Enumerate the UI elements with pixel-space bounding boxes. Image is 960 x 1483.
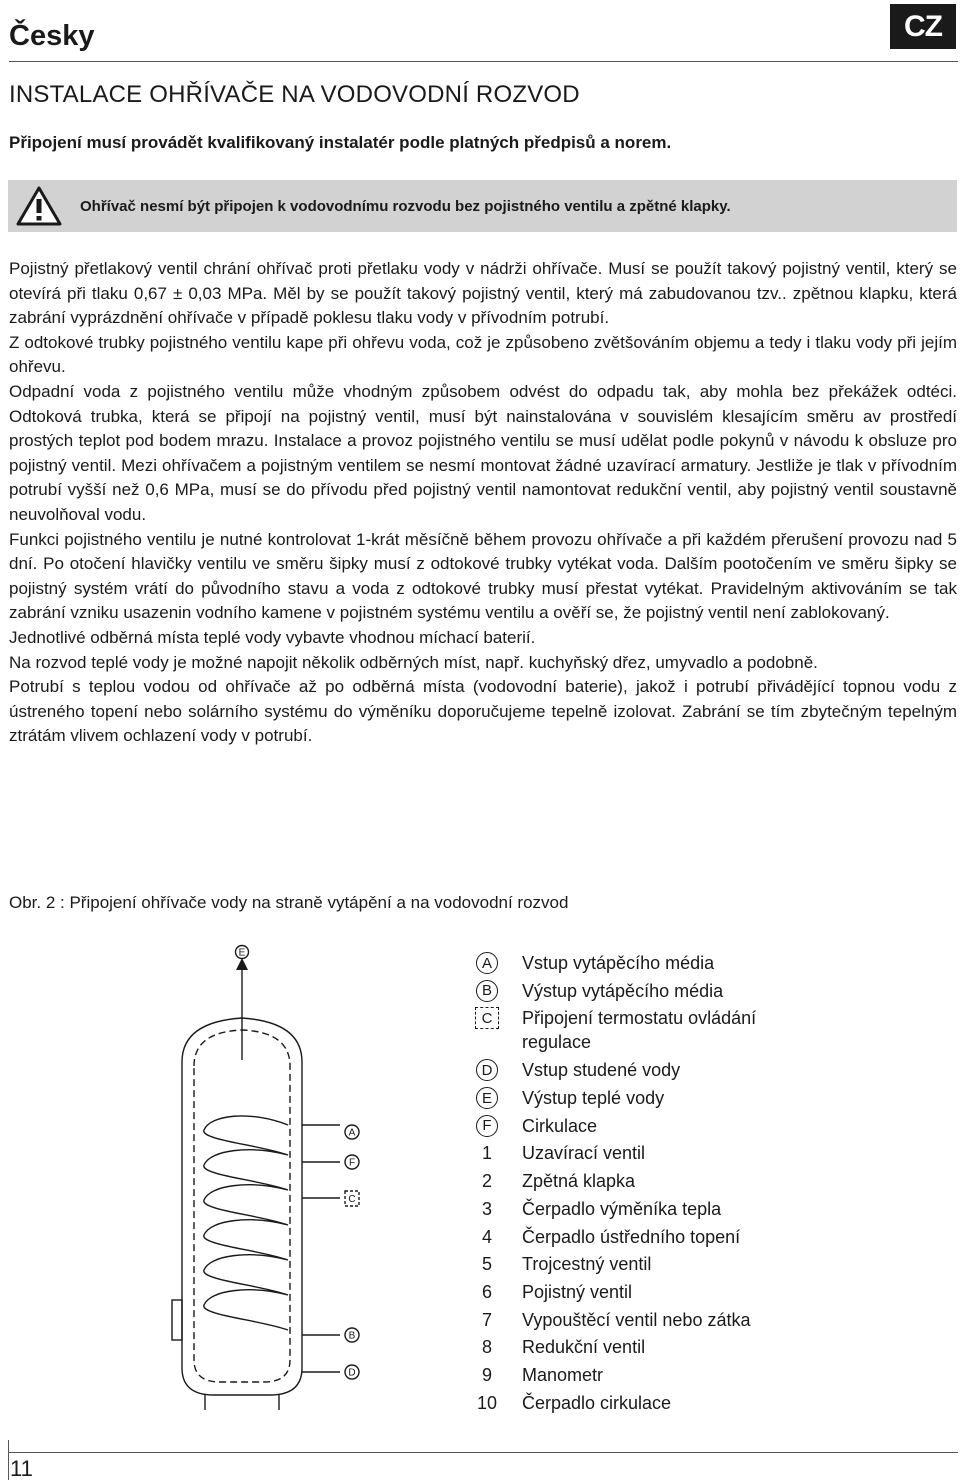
header-divider bbox=[9, 61, 958, 62]
legend-label: Manometr bbox=[522, 1364, 604, 1385]
legend-item bbox=[472, 1197, 802, 1225]
legend-label: Čerpadlo cirkulace bbox=[522, 1392, 672, 1413]
body-text bbox=[9, 257, 957, 749]
legend-key: F bbox=[476, 1115, 498, 1137]
water-heater-diagram bbox=[160, 940, 400, 1420]
legend-label: Uzavírací ventil bbox=[522, 1143, 646, 1164]
legend-key: 2 bbox=[481, 1171, 492, 1192]
legend-key: 10 bbox=[476, 1392, 498, 1413]
legend-label: Redukční ventil bbox=[522, 1337, 646, 1358]
paragraph: Pojistný přetlakový ventil chrání ohřívač proti přetlaku vody v nádrži ohřívače. Musí se použít takový pojistný ventil, který se otevírá při tlaku 0,67 ± 0,03 MPa. Měl by se použít takový pojistný ventil, který má zabudovanou tzv.. zpětnou klapku, která zabrání vyprázdnění ohřívače v případě poklesu tlaku vody v přívodním potrubí. bbox=[9, 259, 957, 328]
lead-statement: Připojení musí provádět kvalifikovaný instalatér podle platných předpisů a norem. bbox=[9, 133, 672, 152]
diagram-label-d: D bbox=[348, 1367, 356, 1379]
legend-label: Připojení termostatu ovládání regulace bbox=[522, 1008, 757, 1053]
legend-label: Pojistný ventil bbox=[522, 1281, 633, 1302]
paragraph: Z odtokové trubky pojistného ventilu kape při ohřevu voda, což je způsobeno zvětšováním objemu a tedy i tlaku vody při jejím ohřevu. bbox=[9, 332, 957, 377]
legend-item bbox=[472, 1086, 802, 1114]
diagram-label-b: B bbox=[348, 1330, 356, 1342]
legend-key: 7 bbox=[481, 1309, 492, 1330]
legend-key: A bbox=[476, 952, 498, 974]
legend-item bbox=[472, 1363, 802, 1391]
legend-item bbox=[472, 951, 802, 979]
legend-item bbox=[472, 1114, 802, 1142]
diagram-label-f: F bbox=[348, 1157, 356, 1169]
legend-label: Zpětná klapka bbox=[522, 1171, 636, 1192]
legend-key: 3 bbox=[481, 1198, 492, 1219]
figure-legend bbox=[472, 951, 802, 1418]
legend-key: 8 bbox=[481, 1337, 492, 1358]
legend-key: B bbox=[476, 980, 498, 1002]
legend-item bbox=[472, 1391, 802, 1419]
paragraph: Jednotlivé odběrná místa teplé vody vybavte vhodnou míchací baterií. bbox=[9, 627, 536, 647]
warning-text: Ohřívač nesmí být připojen k vodovodnímu rozvodu bez pojistného ventilu a zpětné klapky. bbox=[80, 197, 731, 215]
figure-caption: Obr. 2 : Připojení ohřívače vody na straně vytápění a na vodovodní rozvod bbox=[9, 893, 569, 912]
legend-label: Vstup vytápěcího média bbox=[522, 953, 715, 973]
page-number-separator bbox=[8, 1440, 9, 1480]
legend-item bbox=[472, 1280, 802, 1308]
legend-item bbox=[472, 1308, 802, 1336]
legend-key: E bbox=[476, 1087, 498, 1109]
paragraph: Potrubí s teplou vodou od ohřívače až po odběrná místa (vodovodní baterie), jakož i potrubí přivádějící topnou vodu z ústreného topení nebo solárního systému do výměníku doporučujeme tepelně izolovat. Zabrání se tím zbytečným tepelným ztrátám vlivem ochlazení vody v potrubí. bbox=[9, 677, 957, 746]
legend-label: Trojcestný ventil bbox=[522, 1254, 652, 1275]
legend-label: Čerpadlo výměníka tepla bbox=[522, 1198, 722, 1219]
legend-item bbox=[472, 1252, 802, 1280]
legend-label: Vstup studené vody bbox=[522, 1060, 681, 1081]
diagram-label-c: C bbox=[348, 1194, 356, 1205]
legend-item bbox=[472, 1006, 802, 1058]
legend-item bbox=[472, 1169, 802, 1197]
warning-box bbox=[8, 180, 957, 232]
diagram-label-a: A bbox=[348, 1127, 356, 1139]
legend-label: Výstup vytápěcího média bbox=[522, 980, 724, 1001]
legend-key: D bbox=[476, 1059, 498, 1081]
section-title: INSTALACE OHŘÍVAČE NA VODOVODNÍ ROZVOD bbox=[9, 81, 580, 108]
legend-item bbox=[472, 979, 802, 1007]
language-code-badge: CZ bbox=[890, 4, 956, 49]
page-number: 11 bbox=[10, 1456, 33, 1481]
legend-label: Výstup teplé vody bbox=[522, 1088, 665, 1109]
language-heading: Česky bbox=[9, 20, 95, 52]
warning-triangle-icon bbox=[16, 186, 62, 226]
diagram-label-e: E bbox=[238, 947, 246, 959]
legend-key: 4 bbox=[481, 1226, 492, 1247]
paragraph: Na rozvod teplé vody je možné napojit několik odběrných míst, např. kuchyňský dřez, umyvadlo a podobně. bbox=[9, 652, 818, 672]
footer-divider bbox=[9, 1452, 958, 1453]
paragraph: Odpadní voda z pojistného ventilu může vhodným způsobem odvést do odpadu tak, aby mohla bez překážek odtéci. Odtoková trubka, která se připojí na pojistný ventil, musí být nainstalována v souvislém klesajícím směru av prostředí prostých teplot pod bodem mrazu. Instalace a provoz pojistného ventilu se musí udělat podle pokynů v návodu k obsluze pro pojistný ventil. Mezi ohřívačem a pojistným ventilem se nesmí montovat žádné uzavírací armatury. Jestliže je tlak v přívodním potrubí vyšší než 0,6 MPa, musí se do přívodu před pojistný ventil namontovat redukční ventil, aby pojistný ventil soustavně neuvolňoval vodu. bbox=[9, 381, 957, 524]
legend-key: 9 bbox=[481, 1364, 492, 1385]
legend-key: 6 bbox=[481, 1281, 492, 1302]
legend-item bbox=[472, 1058, 802, 1086]
legend-key: 5 bbox=[481, 1254, 492, 1275]
legend-item bbox=[472, 1335, 802, 1363]
legend-label: Čerpadlo ústředního topení bbox=[522, 1226, 741, 1247]
paragraph: Funkci pojistného ventilu je nutné kontrolovat 1-krát měsíčně během provozu ohřívače a při každém přerušení provozu nad 5 dní. Po otočení hlavičky ventilu ve směru šipky musí z odtokové trubky vytékat voda. Dalším pootočením ve směru šipky se pojistný systém vrátí do původního stavu a voda z odtokové trubky musí přestat vytékat. Pravidelným aktivováním se tak zabrání vzniku usazenin vodního kamene v pojistném systému ventilu a ověří se, že pojistný ventil není zablokovaný. bbox=[9, 529, 957, 623]
legend-item bbox=[472, 1225, 802, 1253]
legend-key: C bbox=[475, 1007, 499, 1029]
legend-label: Vypouštěcí ventil nebo zátka bbox=[522, 1309, 751, 1330]
legend-item bbox=[472, 1141, 802, 1169]
legend-key: 1 bbox=[481, 1143, 492, 1164]
legend-label: Cirkulace bbox=[522, 1115, 598, 1136]
